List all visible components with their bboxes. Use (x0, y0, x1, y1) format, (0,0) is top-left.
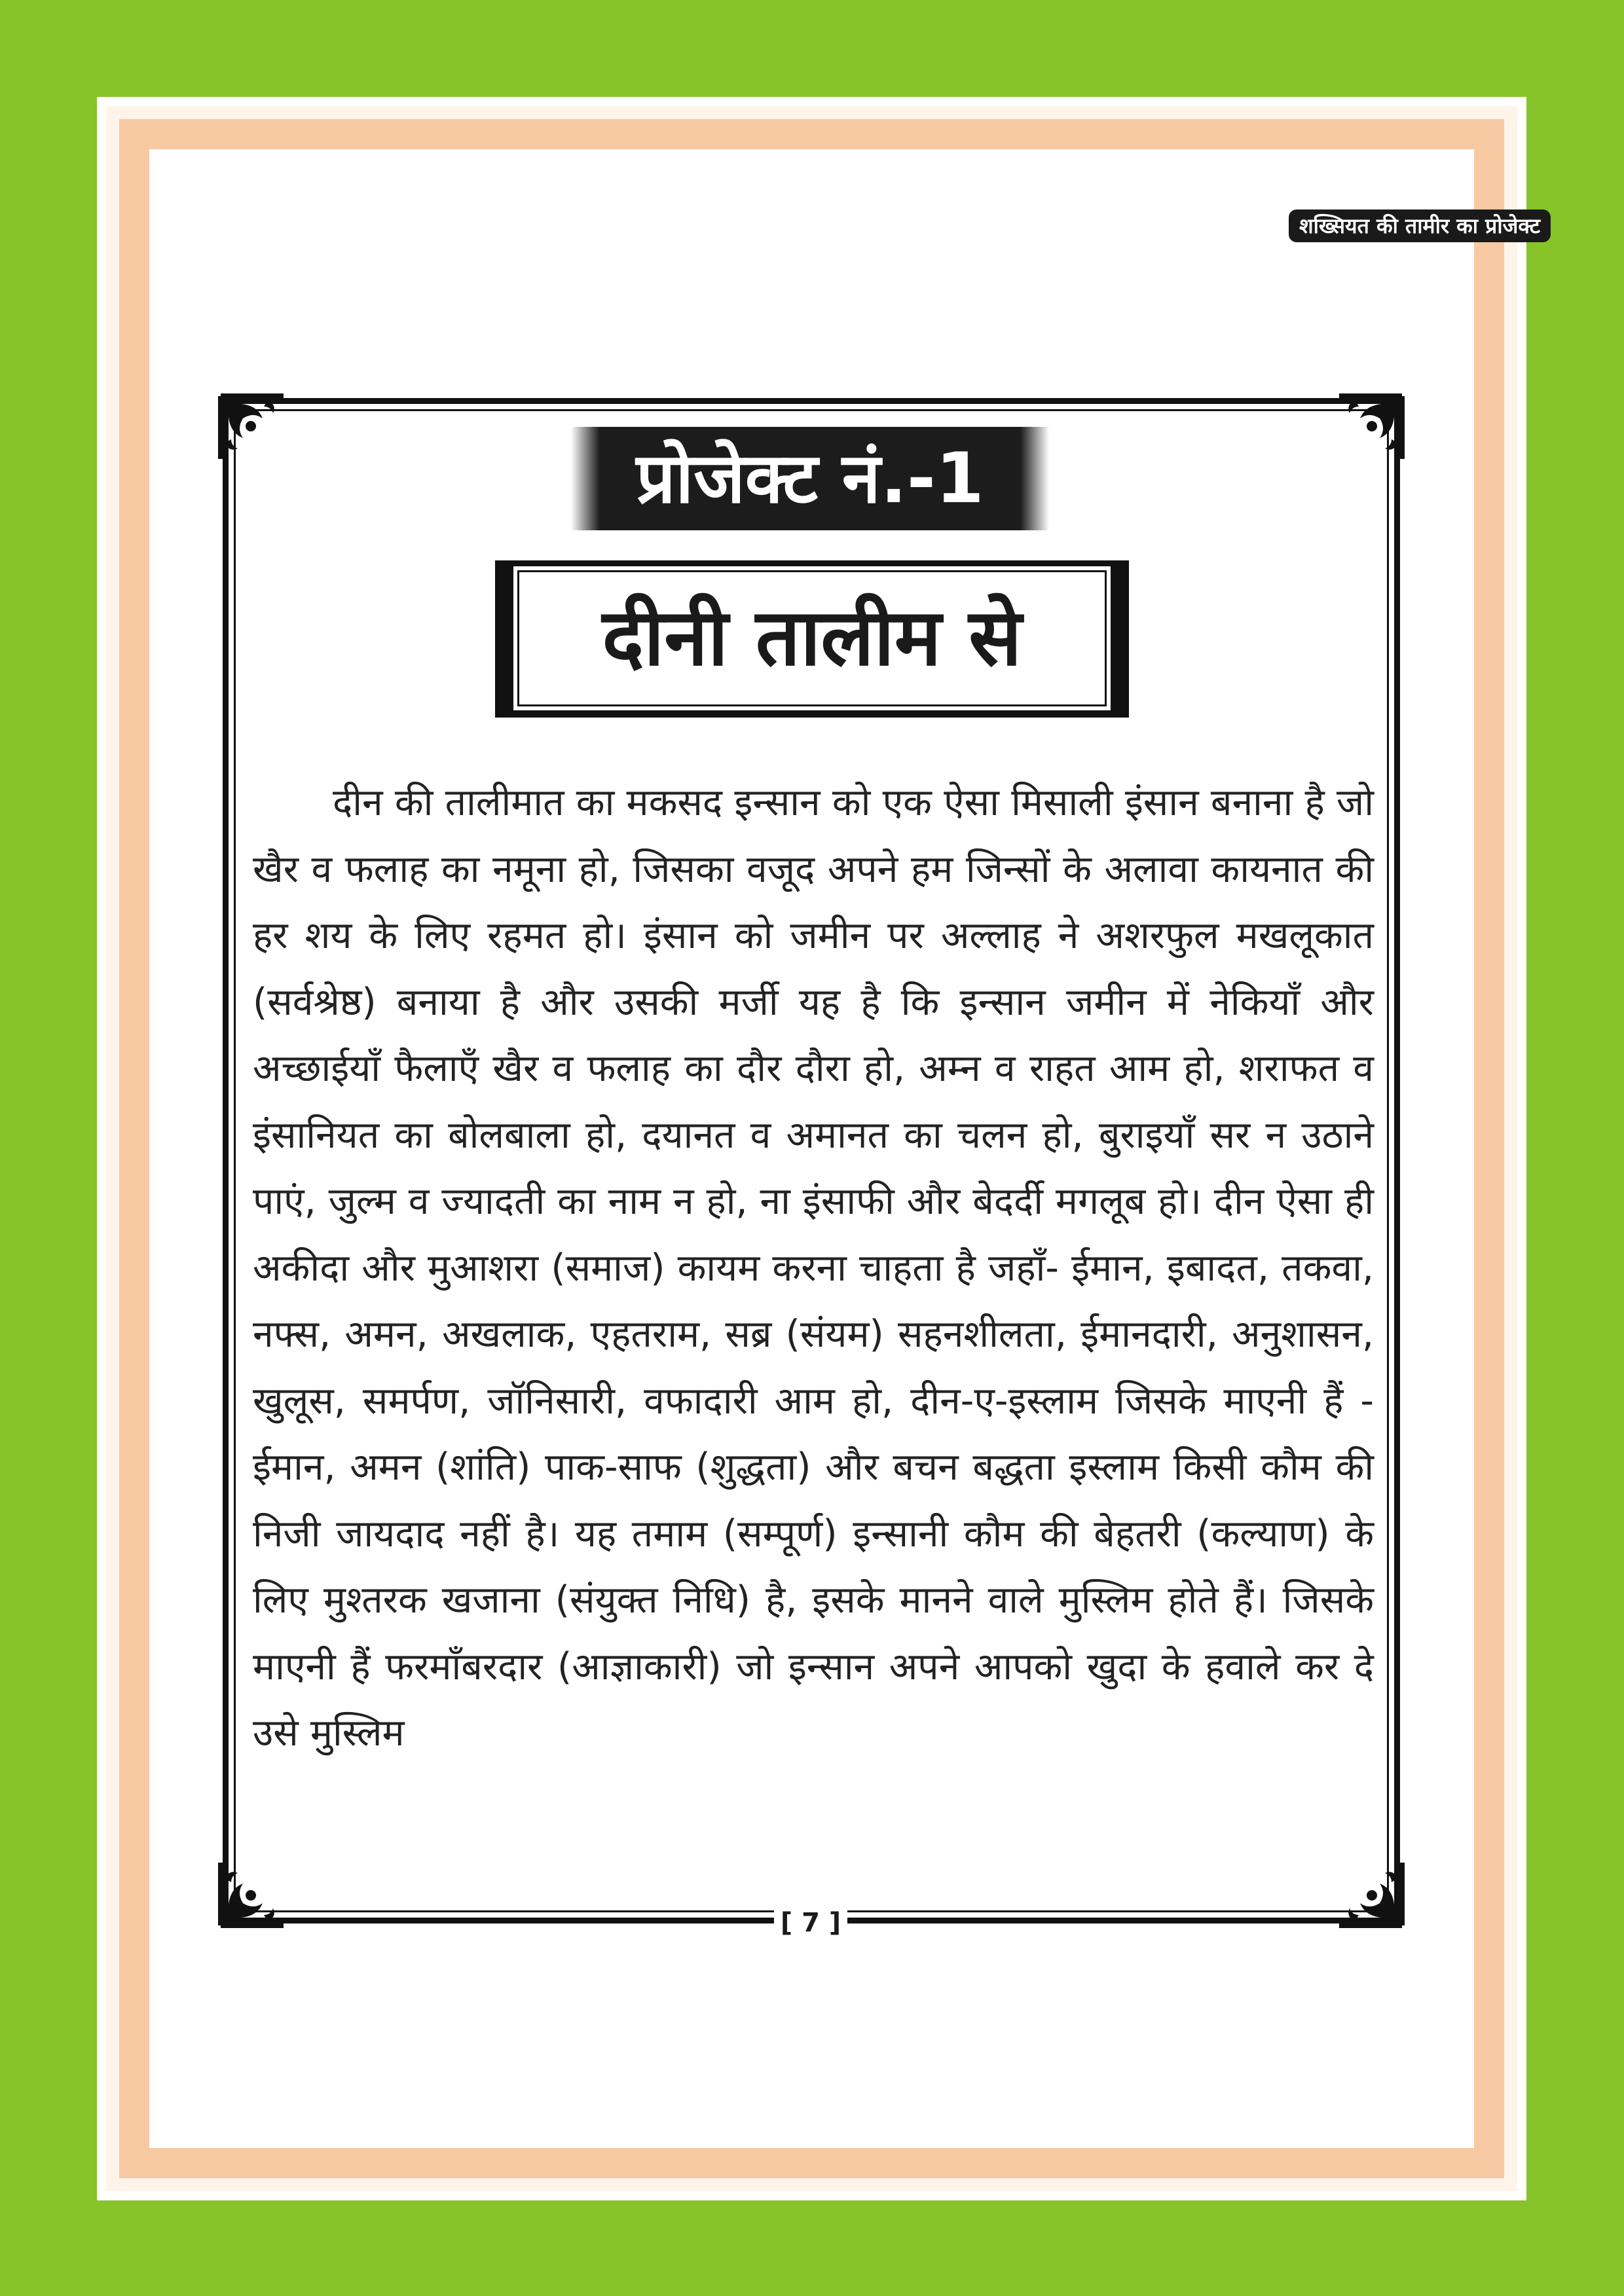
section-subtitle: दीनी तालीम से (602, 592, 1022, 683)
corner-ornament-icon (1335, 1859, 1406, 1929)
corner-ornament-icon (217, 392, 287, 463)
title-banner (571, 427, 1049, 530)
project-title: प्रोजेक्ट नं.-1 (636, 438, 984, 519)
page-number: [ 7 ] (774, 1904, 847, 1941)
corner-ornament-icon (217, 1859, 287, 1929)
corner-ornament-icon (1335, 392, 1406, 463)
subtitle-box (495, 560, 1129, 718)
running-head: शख्सियत की तामीर का प्रोजेक्ट (1289, 210, 1551, 242)
body-paragraph: दीन की तालीमात का मकसद इन्सान को एक ऐसा मिसाली इंसान बनाना है जो खैर व फलाह का नमूना हो, जिसका वजूद अपने हम जिन्सों के अलावा कायनात की हर शय के लिए रहमत हो। इंसान को जमीन पर अल्लाह ने अशरफुल मखलूकात (सर्वश्रेष्ठ) बनाया है और उसकी मर्जी यह है कि इन्सान जमीन में नेकियाँ और अच्छाईयाँ फैलाएँ खैर व फलाह का दौर दौरा हो, अम्न व राहत आम हो, शराफत व इंसानियत का बोलबाला हो, दयानत व अमानत का चलन हो, बुराइयाँ सर न उठाने पाएं, जुल्म व ज्यादती का नाम न हो, ना इंसाफी और बेदर्दी मगलूब हो। दीन ऐसा ही अकीदा और मुआशरा (समाज) कायम करना चाहता है जहाँ- ईमान, इबादत, तकवा, नफ्स, अमन, अखलाक, एहतराम, सब्र (संयम) सहनशीलता, ईमानदारी, अनुशासन, खुलूस, समर्पण, जॉनिसारी, वफादारी आम हो, दीन-ए-इस्लाम जिसके माएनी हैं - ईमान, अमन (शांति) पाक-साफ (शुद्धता) और बचन बद्धता इस्लाम किसी कौम की निजी जायदाद नहीं है। यह तमाम (सम्पूर्ण) इन्सानी कौम की बेहतरी (कल्याण) के लिए मुश्तरक खजाना (संयुक्त निधि) है, इसके मानने वाले मुस्लिम होते हैं। जिसके माएनी हैं फरमाँबरदार (आज्ञाकारी) जो इन्सान अपने आपको खुदा के हवाले कर दे उसे मुस्लिम (253, 781, 1374, 1755)
